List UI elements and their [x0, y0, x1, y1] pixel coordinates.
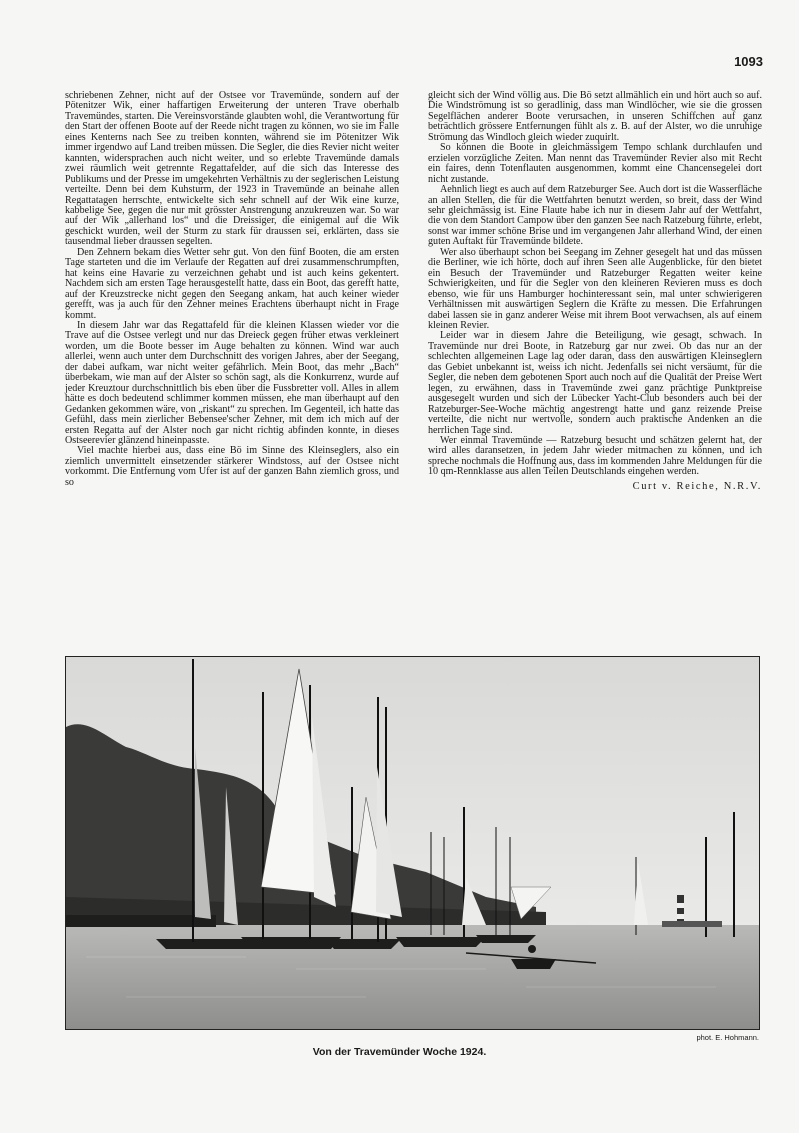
photo-credit: phot. E. Hohmann. [696, 1033, 759, 1042]
author-signature: Curt v. Reiche, N.R.V. [632, 480, 762, 492]
article-paragraph: Wer einmal Travemünde — Ratzeburg besucht und schätzen gelernt hat, der wird alles daransetzen, in jedem Jahr wieder mitmachen zu können, und ich spreche nochmals die Hoffnung aus, dass im kommenden Jahre Meldungen für die 10 qm-Rennklasse aus allen Teilen Deutschlands eingehen werden. [428, 434, 762, 478]
article-column-right [428, 91, 762, 492]
article-paragraph: Wer also überhaupt schon bei Seegang im Zehner gesegelt hat und das müssen die Berliner, wie ich hörte, doch auf ihren Seen alle Augenblicke, für den bietet ein Besuch der Travemünder und Ratzeburger Regatten weiter keine Schwierigkeiten, und für die Segler von den kleineren Revieren muss es doch ebenso, wie für uns Hamburger hochinteressant sein, mal unter schwierigeren Verhältnissen mit auswärtigen Seglern die Kräfte zu messen. Die Erfahrungen dabei lassen sie in ganz anderer Weise mit ihrem Boot verwachsen, als auf einem kleinen Revier. [428, 246, 762, 331]
article-paragraph: gleicht sich der Wind völlig aus. Die Bö setzt allmählich ein und hört auch so auf. Die Windströmung ist so geradlinig, dass man Windlöcher, wie sie die grossen Segelflächen anderer Boote verursachen, in unseren Schiffchen auf ganz beträchtlich grössere Entfernungen fühlt als z. B. auf der Alster, wo die unruhige Strömung das Windloch gleich wieder zuquirlt. [428, 90, 762, 143]
harbor-photograph [65, 656, 760, 1030]
article-paragraph: Viel machte hierbei aus, dass eine Bö im Sinne des Kleinseglers, also ein ziemlich unvermittelt einsetzender stärkerer Windstoss, auf der Ostsee nicht vorkommt. Die Entfernung vom Ufer ist auf der ganzen Bahn ziemlich gross, und so [65, 445, 399, 488]
page-number: 1093 [734, 54, 763, 69]
article-paragraph: In diesem Jahr war das Regattafeld für die kleinen Klassen wieder vor die Trave auf die Ostsee verlegt und nur das Dreieck gegen früher etwas verkleinert worden, um die Boote besser im Auge behalten zu können. Wind war auch allerlei, wenn auch unter dem Durchschnitt des vorigen Jahres, aber der Seegang, der dabei aufkam, war nicht weiter gefährlich. Mein Boot, das mehr „Bach“ überbekam, wie man auf der Alster so schön sagt, als die Konkurrenz, wurde auf jeder Kreuztour durchschnittlich bis eben über die Fussbretter voll. Alles in allem hätte es doch bedeutend schlimmer kommen müssen, ehe man überhaupt auf den Gedanken gekommen wäre, von „riskant“ zu sprechen. Im Gegenteil, ich hatte das Gefühl, dass mein zierlicher Bebensee'scher Zehner, mit dem ich mich auf der ersten Regatta auf der Alster noch gar nicht richtig abfinden konnte, in dieses Ostseerevier glänzend hineinpasste. [65, 319, 399, 446]
photo-caption: Von der Travemünder Woche 1924. [312, 1046, 487, 1058]
article-paragraph: So können die Boote in gleichmässigem Tempo schlank durchlaufen und erzielen vorzügliche Zeiten. Man nennt das Travemünder Revier also mit Recht ein faires, denn Totenflauten ausgenommen, kommt eine Chancensegelei dort nicht zustande. [428, 142, 762, 185]
article-paragraph: Den Zehnern bekam dies Wetter sehr gut. Von den fünf Booten, die am ersten Tage starteten und die im Verlaufe der Regatten auf drei zusammenschrumpften, hat keins eine Havarie zu verzeichnen gehabt und ist auch keins gekentert. Nachdem sich am ersten Tage herausgestellt hatte, dass ein Boot, das gerefft hatte, auf der Kreuzstrecke nicht gegen den Seegang ankam, hat auch keiner wieder gerefft, was ja auch für den Zehner meines Erachtens überhaupt nicht in Frage kommt. [65, 246, 399, 321]
article-paragraph: schriebenen Zehner, nicht auf der Ostsee vor Travemünde, sondern auf der Pötenitzer Wik, einer haffartigen Erweiterung der unteren Trave oberhalb Travemündes, starten. Die Vereinsvorstände glaubten wohl, die Verantwortung für den Start der offenen Boote auf der Reede nicht tragen zu können, wo sie im Falle eines Kenterns nach See zu treiben konnten, während sie im Pötenitzer Wik immer irgendwo auf Land treiben müssen. Die Segler, die dies Revier nicht weiter kannten, widersprachen auch nicht weiter, und so erlebte Travemünde damals zwei räumlich weit getrennte Regattafelder, auf die sich das Interesse des Publikums und der Presse im umgekehrten Verhältnis zu der seglerischen Leistung verteilte. Denn bei dem Kuhsturm, der 1923 in Travemünde an beinahe allen Regattatagen herrschte, entwickelte sich sehr schnell auf der Wik eine kurze, kabbelige See, gegen die nur mit grösster Anstrengung anzukreuzen war. So war auf der Wik „allerhand los“ und die Dreissiger, die einigemal auf die Wik geschickt wurden, weil der Sturm zu stark für draussen sei, erklärten, dass sie tausendmal lieber draussen segelten. [65, 90, 399, 248]
article-paragraph: Aehnlich liegt es auch auf dem Ratzeburger See. Auch dort ist die Wasserfläche an allen Stellen, die für die Wettfahrten benutzt werden, so breit, dass der Wind sehr gleichmässig ist. Eine Flaute habe ich nur in diesem Jahr auf der Wettfahrt, die von dem Standort Campow über den ganzen See nach Ratzeburg führte, erlebt, sonst war immer schöne Brise und im vergangenen Jahr allerhand Wind, der einen guten Auftakt für Travemünde bildete. [428, 184, 762, 248]
article-column-left [65, 91, 399, 488]
article-paragraph: Leider war in diesem Jahre die Beteiligung, wie gesagt, schwach. In Travemünde nur drei Boote, in Ratzeburg gar nur zwei. Ob das nur an der schlechten allgemeinen Lage lag oder daran, dass den auswärtigen Kleinseglern das Gebiet unbekannt ist, weiss ich nicht. Jedenfalls sei nicht versäumt, für die Segler, die neben dem gebotenen Sport auch noch auf die Qualität der Preise Wert legen, zu erwähnen, dass in Travemünde zwei ganz prächtige Punktpreise ausgesegelt wurden und sich der Lübecker Yacht-Club besonders auch bei der Ratzeburger-See-Woche mächtig angestrengt hatte und ganz reizende Preise verteilte, die nicht nur wertvolle, sondern auch praktische Andenken an die herrlichen Tage sind. [428, 330, 762, 436]
